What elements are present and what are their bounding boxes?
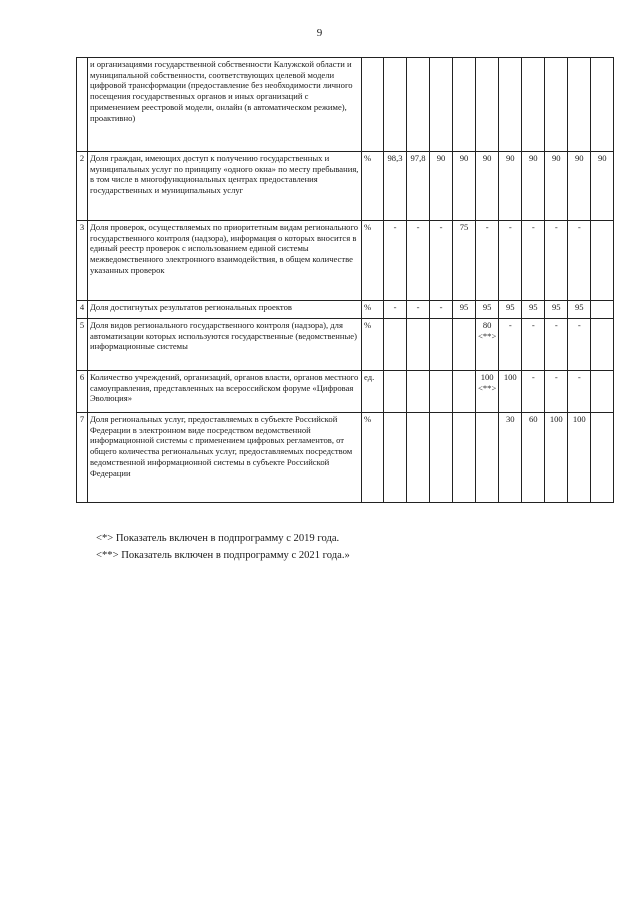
table-row xyxy=(77,371,614,413)
value-cell: - xyxy=(407,221,430,301)
value-cell: - xyxy=(522,221,545,301)
value-cell xyxy=(384,371,407,413)
value-cell: 97,8 xyxy=(407,152,430,221)
value-cell: 90 xyxy=(568,152,591,221)
indicator-name-cell: Доля граждан, имеющих доступ к получению государственных и муниципальных услуг по принципу «одного окна» по месту пребывания, в том числе в многофункциональных центрах предоставления государственных и муниципальных услуг xyxy=(88,152,362,221)
value-cell: - xyxy=(522,371,545,413)
value-cell xyxy=(430,371,453,413)
row-number-cell: 3 xyxy=(77,221,88,301)
value-cell xyxy=(522,58,545,152)
value-cell xyxy=(499,58,522,152)
value-cell: 90 xyxy=(545,152,568,221)
value-cell: - xyxy=(430,221,453,301)
value-cell: 98,3 xyxy=(384,152,407,221)
value-cell: 80 <**> xyxy=(476,319,499,371)
value-cell xyxy=(453,413,476,503)
value-cell: 90 xyxy=(453,152,476,221)
footnote-2: <**> Показатель включен в подпрограмму с 2021 года.» xyxy=(96,550,350,561)
value-cell: 95 xyxy=(568,301,591,319)
unit-cell: ед. xyxy=(362,371,384,413)
value-cell xyxy=(453,58,476,152)
value-cell: 90 xyxy=(591,152,614,221)
value-cell: 90 xyxy=(499,152,522,221)
value-cell xyxy=(568,58,591,152)
value-cell xyxy=(591,58,614,152)
table-row xyxy=(77,152,614,221)
indicator-name-cell: Доля региональных услуг, предоставляемых в субъекте Российской Федерации в электронном виде посредством ведомственной информационной системы с применением цифровых регламентов, от общего количества региональных услуг, предоставляемых посредством ведомственной информационной системы в субъекте Российской Федерации xyxy=(88,413,362,503)
value-cell: - xyxy=(407,301,430,319)
value-cell: - xyxy=(568,319,591,371)
value-cell: - xyxy=(476,221,499,301)
value-cell: - xyxy=(545,371,568,413)
value-cell xyxy=(384,58,407,152)
unit-cell xyxy=(362,58,384,152)
value-cell: 95 xyxy=(499,301,522,319)
value-cell: 60 xyxy=(522,413,545,503)
unit-cell: % xyxy=(362,301,384,319)
row-number-cell: 7 xyxy=(77,413,88,503)
unit-cell: % xyxy=(362,221,384,301)
table-row xyxy=(77,319,614,371)
value-cell: 95 xyxy=(476,301,499,319)
unit-cell: % xyxy=(362,152,384,221)
value-cell xyxy=(476,58,499,152)
page-number: 9 xyxy=(316,27,323,39)
table-row xyxy=(77,58,614,152)
value-cell: - xyxy=(568,371,591,413)
value-cell: 100 xyxy=(499,371,522,413)
value-cell: 95 xyxy=(453,301,476,319)
value-cell xyxy=(430,58,453,152)
value-cell xyxy=(545,58,568,152)
value-cell xyxy=(476,413,499,503)
value-cell xyxy=(591,371,614,413)
value-cell: - xyxy=(545,221,568,301)
unit-cell: % xyxy=(362,413,384,503)
value-cell: 100 xyxy=(545,413,568,503)
row-number-cell: 6 xyxy=(77,371,88,413)
value-cell: - xyxy=(499,319,522,371)
value-cell xyxy=(407,371,430,413)
value-cell: - xyxy=(568,221,591,301)
row-number-cell: 4 xyxy=(77,301,88,319)
row-number-cell: 5 xyxy=(77,319,88,371)
value-cell xyxy=(453,371,476,413)
value-cell: - xyxy=(430,301,453,319)
value-cell: - xyxy=(545,319,568,371)
value-cell xyxy=(407,58,430,152)
value-cell xyxy=(591,319,614,371)
indicator-name-cell: Количество учреждений, организаций, органов власти, органов местного самоуправления, представленных на всероссийском форуме «Цифровая Эволюция» xyxy=(88,371,362,413)
table-row xyxy=(77,221,614,301)
value-cell: - xyxy=(384,301,407,319)
indicator-name-cell: Доля проверок, осуществляемых по приоритетным видам регионального государственного контроля (надзора), информация о которых вносится в единый реестр проверок с использованием единой системы межведомственного электронного взаимодействия, в общем количестве указанных проверок xyxy=(88,221,362,301)
indicator-name-cell: Доля видов регионального государственного контроля (надзора), для автоматизации которых используются государственные (ведомственные) информационные системы xyxy=(88,319,362,371)
table-row xyxy=(77,301,614,319)
value-cell xyxy=(384,319,407,371)
value-cell: 90 xyxy=(522,152,545,221)
value-cell: 30 xyxy=(499,413,522,503)
unit-cell: % xyxy=(362,319,384,371)
indicator-name-cell: и организациями государственной собственности Калужской области и муниципальной собственности, соответствующих целевой модели цифровой трансформации (предоставление без необходимости личного посещения государственных органов и иных организаций с применением реестровой модели, онлайн (в автоматическом режиме), проактивно) xyxy=(88,58,362,152)
value-cell xyxy=(384,413,407,503)
value-cell xyxy=(453,319,476,371)
value-cell: - xyxy=(499,221,522,301)
value-cell xyxy=(407,413,430,503)
value-cell: - xyxy=(522,319,545,371)
value-cell: 95 xyxy=(522,301,545,319)
value-cell xyxy=(591,413,614,503)
row-number-cell: 2 xyxy=(77,152,88,221)
value-cell xyxy=(591,221,614,301)
value-cell: 100 <**> xyxy=(476,371,499,413)
value-cell xyxy=(591,301,614,319)
value-cell: 90 xyxy=(430,152,453,221)
footnote-1: <*> Показатель включен в подпрограмму с 2019 года. xyxy=(96,533,340,544)
value-cell: 95 xyxy=(545,301,568,319)
value-cell: 90 xyxy=(476,152,499,221)
value-cell: - xyxy=(384,221,407,301)
indicator-name-cell: Доля достигнутых результатов региональных проектов xyxy=(88,301,362,319)
table-row xyxy=(77,413,614,503)
value-cell xyxy=(430,413,453,503)
value-cell: 75 xyxy=(453,221,476,301)
row-number-cell xyxy=(77,58,88,152)
value-cell: 100 xyxy=(568,413,591,503)
value-cell xyxy=(407,319,430,371)
indicators-table xyxy=(76,57,614,503)
value-cell xyxy=(430,319,453,371)
